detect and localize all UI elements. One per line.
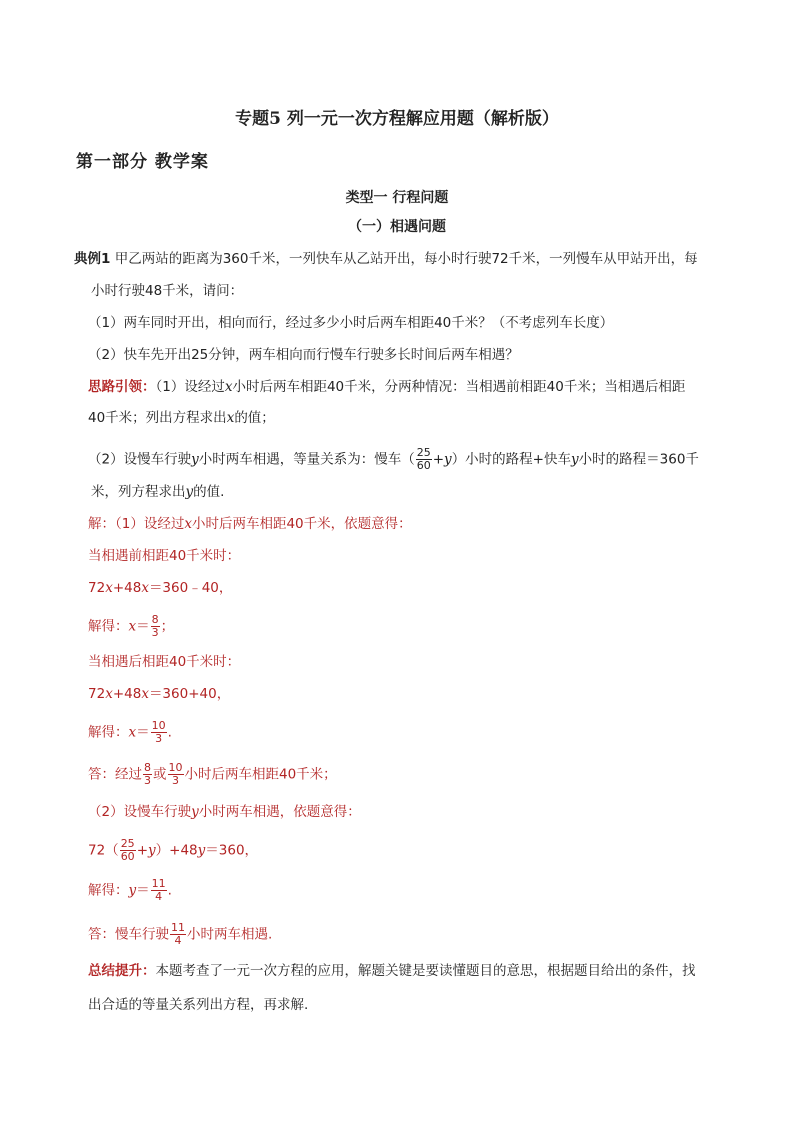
answer-text: 或	[153, 766, 167, 783]
answer-text: 小时后两车相距40千米；	[184, 766, 337, 783]
variable-x: x	[226, 410, 235, 426]
equation-2	[88, 684, 230, 704]
variable-x: x	[224, 379, 233, 395]
variable-x: x	[128, 618, 137, 635]
summary-line-1	[88, 961, 696, 981]
type-heading: 类型一 行程问题	[345, 190, 449, 206]
equation-part: +48	[112, 580, 142, 596]
hint-text: 的值；	[234, 410, 275, 426]
fraction	[151, 614, 160, 639]
variable-y: y	[185, 484, 194, 500]
equation-3	[88, 838, 258, 863]
hint-text: 的值.	[193, 484, 225, 500]
plus-sign: +	[136, 842, 148, 859]
example-line-2: 小时行驶48千米，请问：	[91, 283, 244, 299]
hint-text: （1）设经过	[155, 379, 225, 395]
solution-part-2	[88, 802, 361, 822]
fraction-numerator: 8	[144, 761, 151, 774]
solve-label: 解得：	[88, 724, 129, 741]
answer-text: 小时两车相遇.	[187, 926, 273, 943]
hint-text: 米，列方程求出	[91, 484, 186, 500]
hint-text: （2）设慢车行驶	[88, 451, 192, 468]
equation-part: 72	[88, 686, 106, 702]
solve-label: 解得：	[88, 882, 129, 899]
equation-part: 72（	[88, 842, 119, 859]
fraction-numerator: 11	[151, 877, 166, 890]
equation-1	[88, 578, 232, 598]
fraction-denominator: 3	[168, 774, 184, 787]
fraction-denominator: 4	[170, 934, 186, 947]
fraction-numerator: 10	[151, 719, 166, 732]
equation-part: ＝360，	[205, 842, 259, 859]
variable-x: x	[184, 516, 192, 532]
case-2-heading: 当相遇后相距40千米时：	[88, 654, 241, 670]
variable-y: y	[571, 451, 579, 468]
variable-x: x	[141, 686, 149, 702]
variable-y: y	[191, 804, 199, 820]
solution-text: 小时后两车相距40千米，依题意得：	[191, 516, 412, 532]
equation-part: ＝360﹣40，	[148, 580, 233, 596]
fraction-numerator: 11	[171, 921, 185, 934]
fraction-denominator: 4	[151, 890, 167, 903]
fraction-numerator: 25	[120, 837, 135, 850]
hint-text: 40千米；列出方程求出	[88, 410, 227, 426]
hint-text: 小时的路程＝360千	[578, 451, 699, 468]
variable-y: y	[444, 451, 452, 468]
summary-line-2: 出合适的等量关系列出方程，再求解.	[88, 997, 309, 1013]
document-title: 专题5 列一元一次方程解应用题（解析版）	[235, 109, 559, 129]
variable-y: y	[197, 842, 206, 859]
equation-part: +48	[112, 686, 142, 702]
variable-x: x	[128, 724, 137, 741]
example-line-1	[74, 249, 698, 269]
hint-text: 小时后两车相距40千米，分两种情况：当相遇前相距40千米；当相遇后相距	[232, 379, 686, 395]
variable-y: y	[191, 451, 199, 468]
fraction	[143, 762, 152, 787]
variable-y: y	[128, 882, 137, 899]
equals-sign: ＝	[136, 724, 150, 741]
hint-label: 思路引领：	[88, 379, 156, 395]
answer-2	[88, 922, 272, 947]
fraction	[151, 720, 167, 745]
fraction-numerator: 10	[168, 761, 183, 774]
case-1-heading: 当相遇前相距40千米时：	[88, 548, 241, 564]
fraction-numerator: 25	[416, 446, 431, 459]
result-1	[88, 614, 174, 639]
variable-x: x	[105, 580, 113, 596]
solution-text: 解：（1）设经过	[88, 516, 185, 532]
variable-x: x	[105, 686, 113, 702]
example-label: 典例1	[74, 251, 111, 267]
solve-label: 解得：	[88, 618, 129, 635]
equals-sign: ＝	[136, 882, 150, 899]
answer-text: 答：经过	[88, 766, 142, 783]
hint-line-2	[88, 408, 275, 428]
equation-part: 72	[88, 580, 106, 596]
solution-text: （2）设慢车行驶	[88, 804, 192, 820]
part-heading: 第一部分 教学案	[76, 152, 209, 172]
sub-heading: （一）相遇问题	[348, 219, 446, 235]
fraction	[170, 922, 186, 947]
question-1: （1）两车同时开出，相向而行，经过多少小时后两车相距40千米？（不考虑列车长度）	[88, 315, 614, 331]
solution-text: 小时两车相遇，依题意得：	[198, 804, 361, 820]
hint-line-3	[88, 447, 699, 472]
hint-text: ）小时的路程+快车	[451, 451, 571, 468]
fraction	[120, 838, 136, 863]
fraction	[151, 878, 167, 903]
equation-part: ）+48	[155, 842, 198, 859]
summary-label: 总结提升：	[88, 963, 156, 979]
question-2: （2）快车先开出25分钟，两车相向而行慢车行驶多长时间后两车相遇？	[88, 347, 519, 363]
variable-y: y	[148, 842, 156, 859]
fraction-denominator: 60	[416, 459, 431, 472]
fraction-denominator: 3	[151, 732, 167, 745]
hint-line-1	[88, 377, 685, 397]
result-2	[88, 720, 172, 745]
punctuation: ；	[160, 618, 175, 635]
hint-text: 小时两车相遇，等量关系为：慢车（	[198, 451, 415, 468]
fraction-denominator: 3	[144, 774, 151, 787]
variable-x: x	[141, 580, 149, 596]
answer-text: 答：慢车行驶	[88, 926, 169, 943]
punctuation: .	[167, 724, 172, 741]
result-3	[88, 878, 172, 903]
punctuation: .	[167, 882, 172, 899]
summary-text: 本题考查了一元一次方程的应用，解题关键是要读懂题目的意思，根据题目给出的条件，找	[155, 963, 696, 979]
equation-part: ＝360+40，	[148, 686, 231, 702]
fraction-denominator: 3	[151, 626, 159, 639]
plus-sign: +	[432, 451, 445, 468]
hint-line-4	[91, 482, 224, 502]
fraction-numerator: 8	[151, 613, 159, 626]
answer-1	[88, 762, 337, 787]
example-text-1: 甲乙两站的距离为360千米，一列快车从乙站开出，每小时行驶72千米，一列慢车从甲站开出，每	[114, 251, 698, 267]
solution-line-1	[88, 514, 412, 534]
fraction-denominator: 60	[120, 850, 135, 863]
fraction	[416, 447, 432, 472]
fraction	[168, 762, 184, 787]
equals-sign: ＝	[136, 618, 150, 635]
